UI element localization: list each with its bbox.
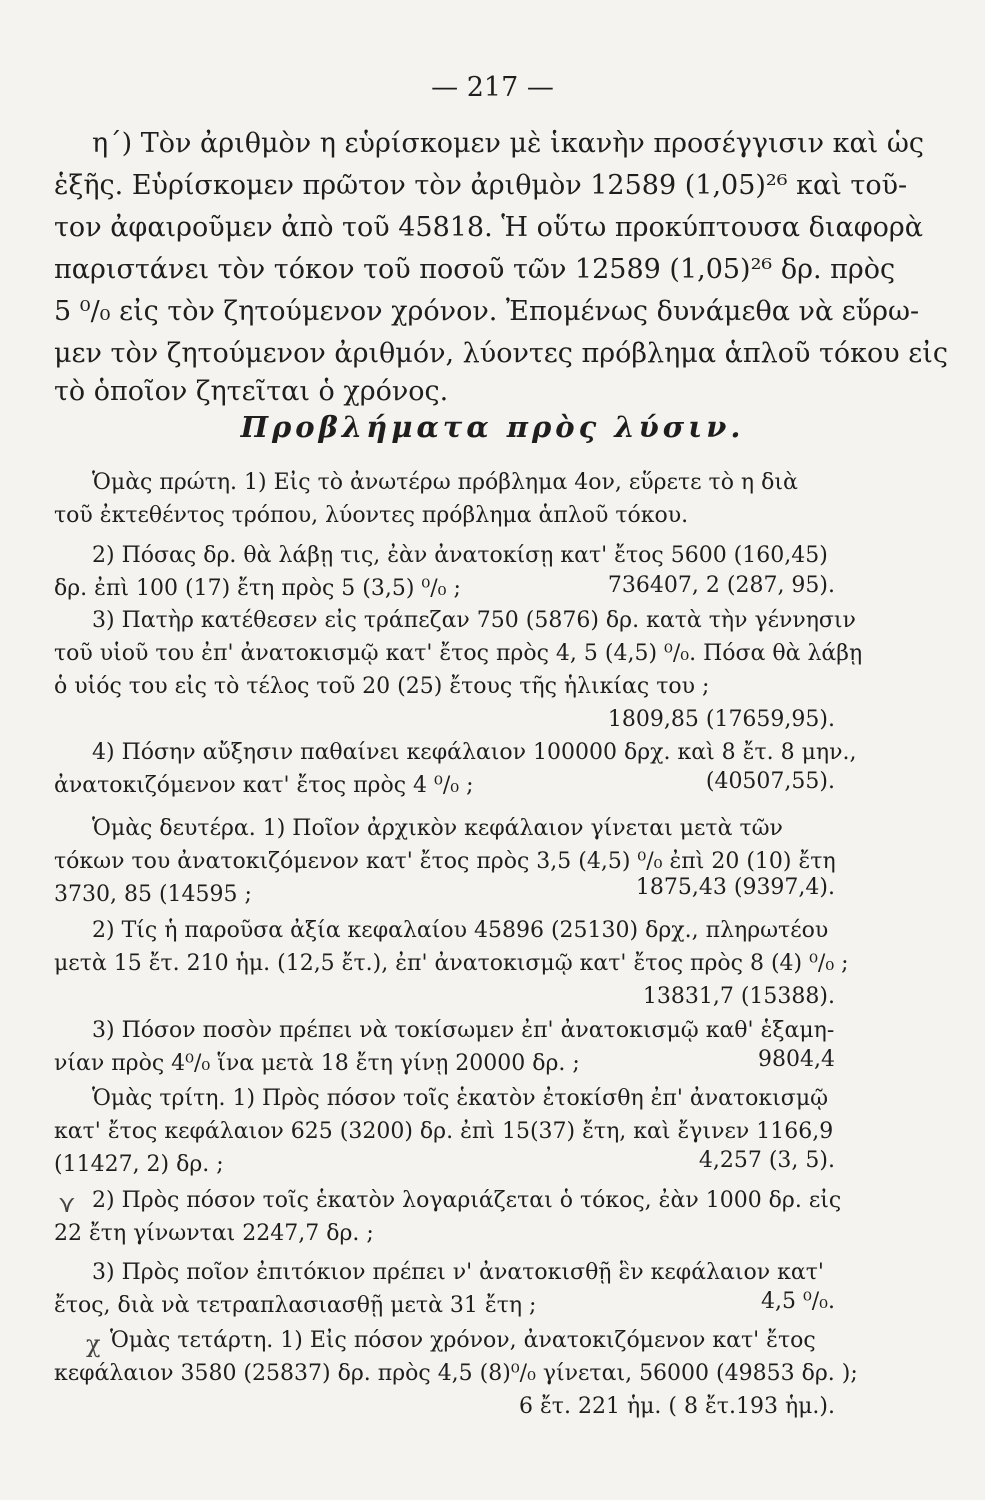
problem-line: νίαν πρὸς 4⁰/₀ ἵνα μετὰ 18 ἔτη γίνῃ 20000 δρ. ; bbox=[54, 1051, 580, 1076]
answer-line: 9804,4 bbox=[758, 1047, 835, 1072]
answer-line: 1809,85 (17659,95). bbox=[607, 707, 835, 732]
problem-line: 3) Πατὴρ κατέθεσεν εἰς τράπεζαν 750 (5876) δρ. κατὰ τὴν γέννησιν bbox=[92, 608, 856, 633]
margin-mark: ⋎ bbox=[58, 1190, 76, 1218]
intro-line: 5 ⁰/₀ εἰς τὸν ζητούμενον χρόνον. Ἐπομένως δυνάμεθα νὰ εὕρω- bbox=[54, 296, 920, 327]
answer-line: (40507,55). bbox=[705, 769, 835, 794]
intro-line: μεν τὸν ζητούμενον ἀριθμόν, λύοντες πρόβλημα ἁπλοῦ τόκου εἰς bbox=[54, 338, 948, 369]
problem-line: τόκων του ἀνατοκιζόμενον κατ' ἔτος πρὸς 3,5 (4,5) ⁰/₀ ἐπὶ 20 (10) ἔτη bbox=[54, 849, 836, 874]
answer-line: 736407, 2 (287, 95). bbox=[607, 573, 835, 598]
problem-line: τοῦ υἱοῦ του ἐπ' ἀνατοκισμῷ κατ' ἔτος πρὸς 4, 5 (4,5) ⁰/₀. Πόσα θὰ λάβῃ bbox=[54, 641, 863, 666]
problem-line: 2) Τίς ἡ παροῦσα ἀξία κεφαλαίου 45896 (25130) δρχ., πληρωτέου bbox=[92, 918, 829, 943]
problem-line: τοῦ ἐκτεθέντος τρόπου, λύοντες πρόβλημα ἁπλοῦ τόκου. bbox=[54, 503, 689, 528]
intro-line: παριστάνει τὸν τόκον τοῦ ποσοῦ τῶν 12589 (1,05)²⁶ δρ. πρὸς bbox=[54, 254, 896, 285]
problem-line: δρ. ἐπὶ 100 (17) ἔτη πρὸς 5 (3,5) ⁰/₀ ; bbox=[54, 576, 461, 601]
problem-line: 3) Πόσον ποσὸν πρέπει νὰ τοκίσωμεν ἐπ' ἀνατοκισμῷ καθ' ἑξαμη- bbox=[92, 1018, 835, 1043]
problem-line: 2) Πόσας δρ. θὰ λάβῃ τις, ἐὰν ἀνατοκίσῃ κατ' ἔτος 5600 (160,45) bbox=[92, 543, 828, 568]
intro-line: η΄) Τὸν ἀριθμὸν η εὑρίσκομεν μὲ ἱκανὴν προσέγγισιν καὶ ὡς bbox=[92, 128, 924, 159]
problem-line: 4) Πόσην αὔξησιν παθαίνει κεφάλαιον 100000 δρχ. καὶ 8 ἔτ. 8 μην., bbox=[92, 740, 857, 765]
answer-line: 4,257 (3, 5). bbox=[698, 1148, 835, 1173]
page-number: — 217 — bbox=[431, 72, 554, 103]
problem-line: ὁ υἱός του εἰς τὸ τέλος τοῦ 20 (25) ἔτους τῆς ἡλικίας του ; bbox=[54, 674, 710, 699]
problem-line: 3) Πρὸς ποῖον ἐπιτόκιον πρέπει ν' ἀνατοκισθῇ ἓν κεφάλαιον κατ' bbox=[92, 1260, 824, 1285]
margin-mark: χ bbox=[86, 1330, 101, 1358]
answer-line: 4,5 ⁰/₀. bbox=[760, 1289, 835, 1314]
problem-line: 3730, 85 (14595 ; bbox=[54, 882, 252, 907]
answer-line: 13831,7 (15388). bbox=[642, 984, 835, 1009]
section-heading: Προβλήματα πρὸς λύσιν. bbox=[240, 410, 745, 444]
problem-line: κεφάλαιον 3580 (25837) δρ. πρὸς 4,5 (8)⁰/₀ γίνεται, 56000 (49853 δρ. ); bbox=[54, 1361, 858, 1386]
problem-line: κατ' ἔτος κεφάλαιον 625 (3200) δρ. ἐπὶ 15(37) ἔτη, καὶ ἔγινεν 1166,9 bbox=[54, 1119, 834, 1144]
problem-line: Ὁμὰς τετάρτη. 1) Εἰς πόσον χρόνον, ἀνατοκιζόμενον κατ' ἔτος bbox=[110, 1328, 816, 1353]
problem-line: 2) Πρὸς πόσον τοῖς ἑκατὸν λογαριάζεται ὁ τόκος, ἐὰν 1000 δρ. εἰς bbox=[92, 1188, 842, 1213]
problem-line: 22 ἔτη γίνωνται 2247,7 δρ. ; bbox=[54, 1221, 374, 1246]
problem-line: (11427, 2) δρ. ; bbox=[54, 1152, 224, 1177]
problem-line: ἔτος, διὰ νὰ τετραπλασιασθῇ μετὰ 31 ἔτη ; bbox=[54, 1293, 537, 1318]
answer-line: 6 ἔτ. 221 ἡμ. ( 8 ἔτ.193 ἡμ.). bbox=[519, 1394, 835, 1419]
problem-line: Ὁμὰς δευτέρα. 1) Ποῖον ἀρχικὸν κεφάλαιον γίνεται μετὰ τῶν bbox=[92, 816, 783, 841]
intro-line: ἑξῆς. Εὑρίσκομεν πρῶτον τὸν ἀριθμὸν 12589 (1,05)²⁶ καὶ τοῦ- bbox=[54, 170, 908, 201]
problem-line: μετὰ 15 ἔτ. 210 ἡμ. (12,5 ἔτ.), ἐπ' ἀνατοκισμῷ κατ' ἔτος πρὸς 8 (4) ⁰/₀ ; bbox=[54, 951, 849, 976]
problem-line: Ὁμὰς τρίτη. 1) Πρὸς πόσον τοῖς ἑκατὸν ἐτοκίσθη ἐπ' ἀνατοκισμῷ bbox=[92, 1086, 829, 1111]
problem-line: ἀνατοκιζόμενον κατ' ἔτος πρὸς 4 ⁰/₀ ; bbox=[54, 773, 474, 798]
problem-line: Ὁμὰς πρώτη. 1) Εἰς τὸ ἀνωτέρω πρόβλημα 4ον, εὕρετε τὸ η διὰ bbox=[92, 470, 798, 495]
intro-line: τὸ ὁποῖον ζητεῖται ὁ χρόνος. bbox=[54, 376, 449, 407]
intro-line: τον ἀφαιροῦμεν ἀπὸ τοῦ 45818. Ἡ οὕτω προκύπτουσα διαφορὰ bbox=[54, 212, 923, 243]
answer-line: 1875,43 (9397,4). bbox=[635, 875, 835, 900]
